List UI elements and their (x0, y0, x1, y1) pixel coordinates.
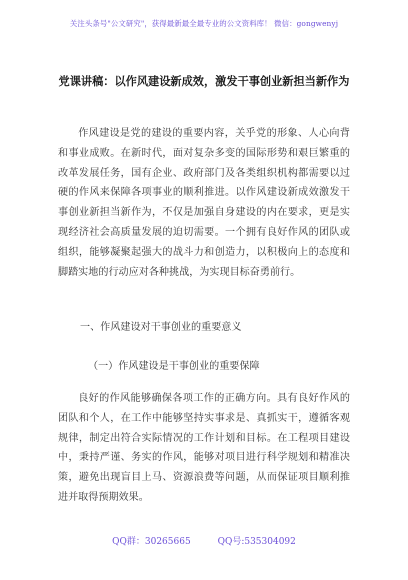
header-promo-note: 关注头条号"公文研究"，获得最新最全最专业的公文资料库！ 微信：gongwenyj (69, 19, 339, 28)
footer-contact (0, 534, 408, 547)
footer-qq-number: QQ号:535304092 (217, 537, 296, 547)
footer-qq-group: QQ群：30265665 (112, 537, 191, 547)
paragraph-intro: 作风建设是党的建设的重要内容，关乎党的形象、人心向背和事业成败。在新时代，面对复杂多变的国际形势和艰巨繁重的改革发展任务，国有企业、政府部门及各类组织机构都需要以过硬的作风来保障各项事业的顺利推进。以作风建设新成效激发干事创业新担当新作为，不仅是加强自身建设的内在要求，更是实现经济社会高质量发展的迫切需要。一个拥有良好作风的团队或组织，能够凝聚起强大的战斗力和创造力，以积极向上的态度和脚踏实地的行动应对各种挑战，为实现目标奋勇前行。 (58, 128, 350, 278)
document-title: 党课讲稿：以作风建设新成效，激发干事创业新担当新作为 (58, 74, 350, 88)
section-heading-1: 一、作风建设对干事创业的重要意义 (80, 322, 242, 333)
subsection-heading-1: （一）作风建设是干事创业的重要保障 (88, 361, 260, 372)
paragraph-subsection-1: 良好的作风能够确保各项工作的正确方向。具有良好作风的团队和个人，在工作中能够坚持实事求是、真抓实干，遵循客观规律，制定出符合实际情况的工作计划和目标。在工程项目建设中，秉持严谨、务实的作风，能够对项目进行科学规划和精准决策，避免出现盲目上马、资源浪费等问题，从而保证项目顺利推进并取得预期效果。 (58, 393, 350, 503)
